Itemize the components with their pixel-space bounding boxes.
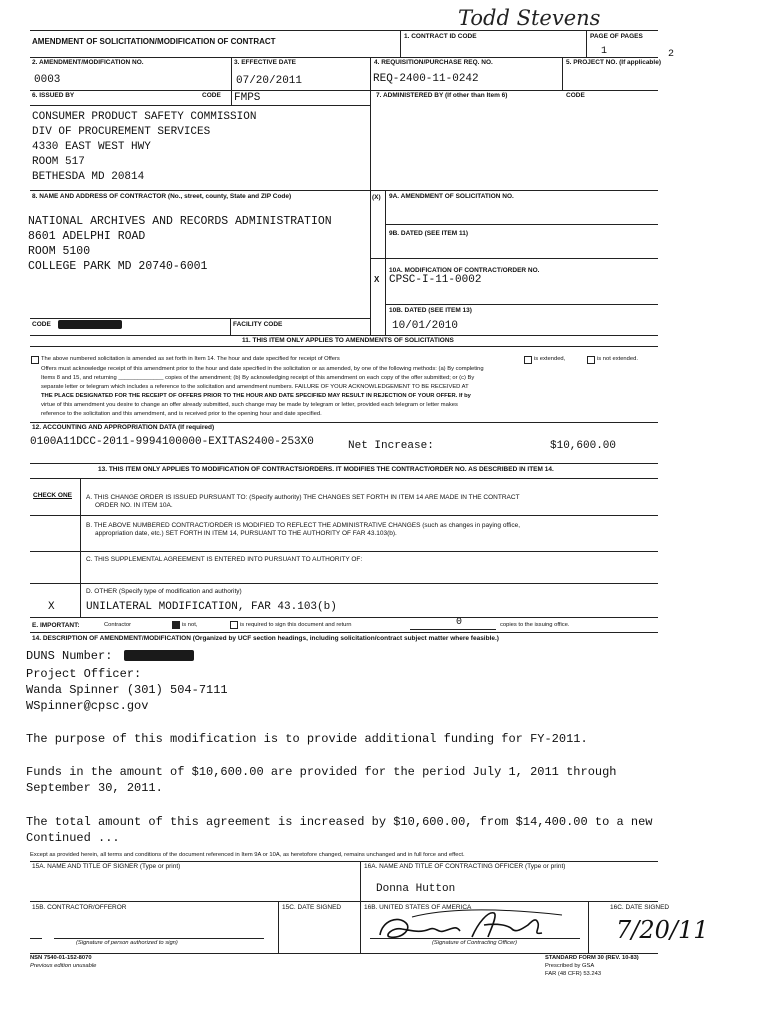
line [278,901,279,953]
block2-label: 2. AMENDMENT/MODIFICATION NO. [32,59,144,66]
block11-text-4: separate letter or telegram which includes a reference to the solicitation and amendment numbers. FAILURE OF YOUR ACKNOWLEDGEMENT TO BE RECEIVED AT [41,384,469,390]
is-required-checkbox[interactable] [230,621,238,629]
important-label: E. IMPORTANT: [32,622,80,629]
option-d-mark: X [48,601,55,613]
block9b-label: 9B. DATED (SEE ITEM 11) [389,230,468,237]
block11-text-1: The above numbered solicitation is amended as set forth in Item 14. The hour and date specified for receipt of Offers [41,356,340,362]
nsn: NSN 7540-01-152-8070 [30,955,92,961]
block7-label: 7. ADMINISTERED BY (If other than Item 6) [376,92,508,99]
is-not-text: is not, [182,622,198,628]
line [30,953,658,954]
block2-value: 0003 [34,74,61,86]
contractor-line: NATIONAL ARCHIVES AND RECORDS ADMINISTRATION [28,215,332,228]
block3-label: 3. EFFECTIVE DATE [234,59,296,66]
option-b-line2: appropriation date, etc.) SET FORTH IN ITEM 14, PURSUANT TO THE AUTHORITY OF FAR 43.103(b). [95,530,397,537]
prescribed-by: Prescribed by GSA [545,963,595,969]
line [230,318,231,335]
line [80,478,81,617]
sig15-caption: (Signature of person authorized to sign) [76,940,178,946]
standard-form: STANDARD FORM 30 (REV. 10-83) [545,955,639,961]
block14-label: 14. DESCRIPTION OF AMENDMENT/MODIFICATION (Organized by UCF section headings, including solicitation/contract subject matter where feasible.) [32,635,499,642]
line [371,258,658,259]
block15c-label: 15C. DATE SIGNED [282,904,342,911]
block16c-label: 16C. DATE SIGNED [610,904,670,911]
line [30,632,658,633]
block11-text-6: virtue of this amendment you desire to change an offer already submitted, such change may be made by telegram or letter, provided each telegram or letter makes [41,402,458,408]
line [30,938,42,939]
is-extended: is extended, [534,356,566,362]
issuer-line: 4330 EAST WEST HWY [32,141,151,153]
line [385,224,658,225]
form-title: AMENDMENT OF SOLICITATION/MODIFICATION OF CONTRACT [32,37,276,46]
block11-text-3: Items 8 and 15, and returning ______________ copies of the amendment; (b) By acknowledging receipt of this amendment on each copy of the offer submitted; or (c) By [41,375,475,381]
line [30,335,658,336]
line [30,478,658,479]
block10b-label: 10B. DATED (SEE ITEM 13) [389,307,472,314]
issuer-line: DIV OF PROCUREMENT SERVICES [32,126,211,138]
net-increase-value: $10,600.00 [550,440,617,452]
block16a-value: Donna Hutton [376,883,456,895]
line [30,551,658,552]
line [54,938,264,939]
paragraph-total-1: The total amount of this agreement is increased by $10,600.00, from $14,400.00 to a new [26,815,653,829]
line [30,30,658,31]
block16b-label: 16B. UNITED STATES OF AMERICA [364,904,472,911]
block15a-label: 15A. NAME AND TITLE OF SIGNER (Type or print) [32,863,181,870]
handwritten-name: Todd Stevens [458,6,601,30]
line [30,617,658,618]
project-officer-label: Project Officer: [26,667,142,681]
paragraph-purpose: The purpose of this modification is to provide additional funding for FY-2011. [26,732,588,746]
line [588,901,589,953]
issuer-line: ROOM 517 [32,156,85,168]
line [30,463,658,464]
col-x-mark: (X) [372,194,381,201]
line [410,629,496,630]
block11-text-2: Offers must acknowledge receipt of this amendment prior to the hour and date specified in the solicitation or as amended, by one of the following methods: (a) By completing [41,366,484,372]
page-total: 2 [668,49,675,60]
line [586,30,587,57]
line [30,861,658,862]
previous-edition: Previous edition unusable [30,963,97,969]
block6-code-label: CODE [202,92,221,99]
contractor-word: Contractor [104,622,132,628]
line [30,515,658,516]
line [30,190,658,191]
extended-checkbox[interactable] [524,356,532,364]
block4-value: REQ-2400-11-0242 [373,73,479,85]
contractor-line: 8601 ADELPHI ROAD [28,230,146,243]
project-officer-email: WSpinner@cpsc.gov [26,699,149,713]
line [400,30,401,57]
block8-label: 8. NAME AND ADDRESS OF CONTRACTOR (No., street, county, State and ZIP Code) [32,193,292,200]
line [30,105,371,106]
block10a-mark: X [374,275,380,284]
block5-label: 5. PROJECT NO. (If applicable) [566,59,661,66]
line [385,190,386,335]
line [562,57,563,90]
line [385,304,658,305]
page-number: 1 [601,46,608,57]
line [370,938,580,939]
line [30,346,658,347]
sig16-caption: (Signature of Contracting Officer) [432,940,518,946]
net-increase-label: Net Increase: [348,440,434,452]
option-a: A. THIS CHANGE ORDER IS ISSUED PURSUANT TO: (Specify authority) THE CHANGES SET FORTH IN ITEM 14 ARE MADE IN THE CONTRACT [86,494,520,501]
contractor-line: ROOM 5100 [28,245,91,258]
redacted-code [58,320,122,329]
is-not-checkbox[interactable] [172,621,180,629]
block15b-label: 15B. CONTRACTOR/OFFEROR [32,904,127,911]
line [30,318,371,319]
line [30,901,658,902]
paragraph-funds-2: September 30, 2011. [26,781,163,795]
block13-title: 13. THIS ITEM ONLY APPLIES TO MODIFICATION OF CONTRACTS/ORDERS. IT MODIFIES THE CONTRACT/ORDER NO. AS DESCRIBED IN ITEM 14. [98,466,554,473]
contractor-code-label: CODE [32,321,51,328]
not-extended-checkbox[interactable] [587,356,595,364]
is-required-text: is required to sign this document and return [240,622,352,628]
line [30,583,658,584]
option-d-value: UNILATERAL MODIFICATION, FAR 43.103(b) [86,601,337,613]
option-d: D. OTHER (Specify type of modification and authority) [86,588,242,595]
line [30,90,658,91]
block10b-value: 10/01/2010 [392,320,459,332]
block12-label: 12. ACCOUNTING AND APPROPRIATION DATA (If required) [32,424,215,431]
facility-code-label: FACILITY CODE [233,321,283,328]
duns-label: DUNS Number: [26,649,113,663]
block1-label: 1. CONTRACT ID CODE [404,33,477,40]
block11-text-7: reference to the solicitation and this amendment, and is received prior to the opening hour and date specified. [41,411,322,417]
option-b: B. THE ABOVE NUMBERED CONTRACT/ORDER IS MODIFIED TO REFLECT THE ADMINISTRATIVE CHANGES (such as changes in paying office, [86,522,521,529]
page-label: PAGE OF PAGES [590,33,643,40]
line [370,57,371,335]
except-text: Except as provided herein, all terms and conditions of the document referenced in Item 9A or 10A, as heretofore changed, remains unchanged and in full force and effect. [30,852,465,858]
line [30,57,658,58]
option-a-line2: ORDER NO. IN ITEM 10A. [95,502,173,509]
copies-value: 0 [456,617,463,628]
project-officer-name: Wanda Spinner (301) 504-7111 [26,683,228,697]
far-reference: FAR (48 CFR) 53.243 [545,971,602,977]
block11-title: 11. THIS ITEM ONLY APPLIES TO AMENDMENTS OF SOLICITATIONS [242,337,454,344]
issuer-address [32,110,256,185]
is-not-extended: is not extended. [597,356,638,362]
contractor-address [28,214,332,274]
paragraph-funds-1: Funds in the amount of $10,600.00 are provided for the period July 1, 2011 through [26,765,617,779]
issuer-line: BETHESDA MD 20814 [32,171,145,183]
block11-text-5: THE PLACE DESIGNATED FOR THE RECEIPT OF OFFERS PRIOR TO THE HOUR AND DATE SPECIFIED MAY RESULT IN REJECTION OF YOUR OFFER. If by [41,393,471,399]
block4-label: 4. REQUISITION/PURCHASE REQ. NO. [374,59,493,66]
block6-label: 6. ISSUED BY [32,92,75,99]
check-one-label: CHECK ONE [33,492,73,499]
option-c: C. THIS SUPPLEMENTAL AGREEMENT IS ENTERED INTO PURSUANT TO AUTHORITY OF: [86,556,363,563]
block6-code: FMPS [234,92,261,104]
block12-value: 0100A11DCC-2011-9994100000-EXITAS2400-253X0 [30,436,314,448]
block11-checkbox[interactable] [31,356,39,364]
line [231,57,232,105]
block10a-label: 10A. MODIFICATION OF CONTRACT/ORDER NO. [389,267,540,274]
block10a-value: CPSC-I-11-0002 [389,274,482,286]
line [30,422,658,423]
line [360,861,361,953]
copies-tail: copies to the issuing office. [500,622,570,628]
contractor-line: COLLEGE PARK MD 20740-6001 [28,260,208,273]
block3-value: 07/20/2011 [236,75,303,87]
block9a-label: 9A. AMENDMENT OF SOLICITATION NO. [389,193,514,200]
block7-code-label: CODE [566,92,585,99]
redacted-duns [124,650,194,661]
date-signed: 7/20/11 [616,916,709,944]
issuer-line: CONSUMER PRODUCT SAFETY COMMISSION [32,111,257,123]
paragraph-total-2: Continued ... [26,831,120,845]
block16a-label: 16A. NAME AND TITLE OF CONTRACTING OFFICER (Type or print) [364,863,566,870]
